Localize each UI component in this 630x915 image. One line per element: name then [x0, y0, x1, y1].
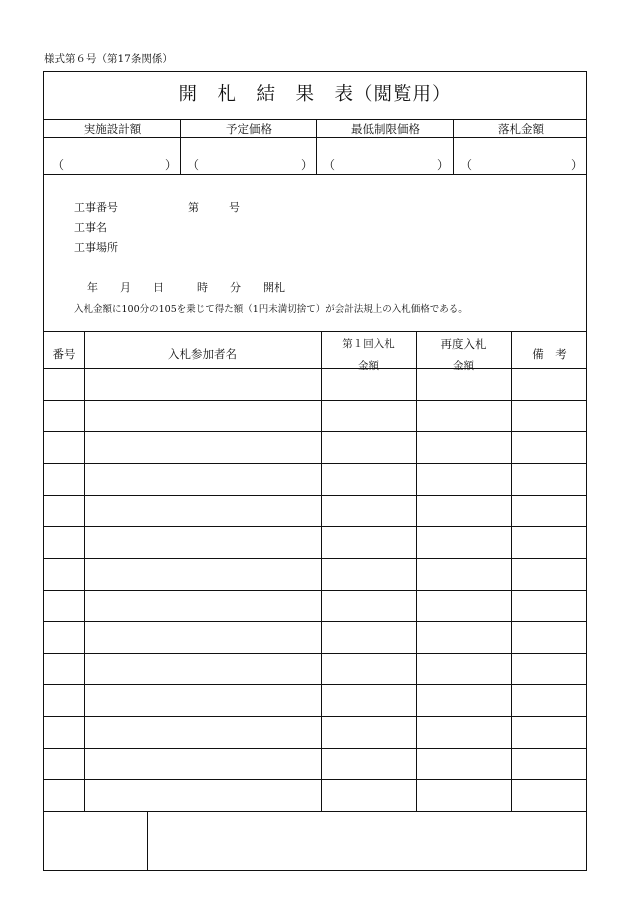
table-row[interactable]: [44, 400, 586, 432]
price-header-planned: 予定価格: [226, 122, 272, 136]
paren-close: ）: [301, 158, 314, 172]
footer-left-cell[interactable]: [44, 812, 147, 870]
table-row[interactable]: [44, 368, 586, 400]
result-table-frame: [43, 71, 587, 871]
table-row[interactable]: [44, 526, 586, 558]
col-header-first-bid: 第１回入札: [342, 338, 395, 350]
table-row[interactable]: [44, 779, 586, 811]
col-header-first-bid-amount: 金額: [358, 360, 379, 372]
work-number-dai: 第: [188, 201, 199, 214]
divider: [180, 119, 181, 174]
price-header-winning: 落札金額: [498, 122, 544, 136]
opening-date-line: 年 月 日 時 分 開札: [87, 281, 285, 294]
paren-open: （: [187, 158, 200, 172]
table-row[interactable]: [44, 431, 586, 463]
table-row[interactable]: [44, 590, 586, 622]
paren-close: ）: [165, 158, 178, 172]
page-title: 開 札 結 果 表（閲覧用）: [178, 84, 452, 105]
divider: [44, 137, 586, 138]
paren-close: ）: [437, 158, 450, 172]
table-row[interactable]: [44, 463, 586, 495]
footer-right-cell[interactable]: [148, 812, 587, 870]
table-row[interactable]: [44, 621, 586, 653]
form-caption: 様式第６号（第17条関係）: [44, 53, 173, 65]
divider: [44, 119, 586, 120]
divider: [44, 331, 586, 332]
divider: [316, 119, 317, 174]
table-row[interactable]: [44, 495, 586, 527]
paren-close: ）: [571, 158, 584, 172]
divider: [453, 119, 454, 174]
table-row[interactable]: [44, 748, 586, 780]
col-header-rebid: 再度入札: [440, 337, 487, 351]
price-header-design: 実施設計額: [83, 122, 142, 136]
divider: [44, 174, 586, 175]
table-row[interactable]: [44, 684, 586, 716]
work-place-label: 工事場所: [74, 241, 118, 254]
table-row[interactable]: [44, 653, 586, 685]
work-name-label: 工事名: [74, 221, 107, 234]
col-header-rebid-amount: 金額: [453, 360, 474, 372]
work-number-label: 工事番号: [74, 201, 118, 214]
price-header-minimum: 最低制限価格: [351, 122, 420, 136]
col-header-number: 番号: [52, 347, 76, 361]
col-header-participant: 入札参加者名: [168, 347, 237, 361]
work-number-go: 号: [229, 201, 240, 214]
paren-open: （: [52, 158, 65, 172]
bid-price-note: 入札金額に100分の105を乗じて得た額（1円未満切捨て）が会計法規上の入札価格である。: [74, 304, 468, 315]
table-row[interactable]: [44, 716, 586, 748]
paren-open: （: [323, 158, 336, 172]
table-row[interactable]: [44, 558, 586, 590]
col-header-remarks: 備 考: [532, 347, 567, 361]
paren-open: （: [460, 158, 473, 172]
